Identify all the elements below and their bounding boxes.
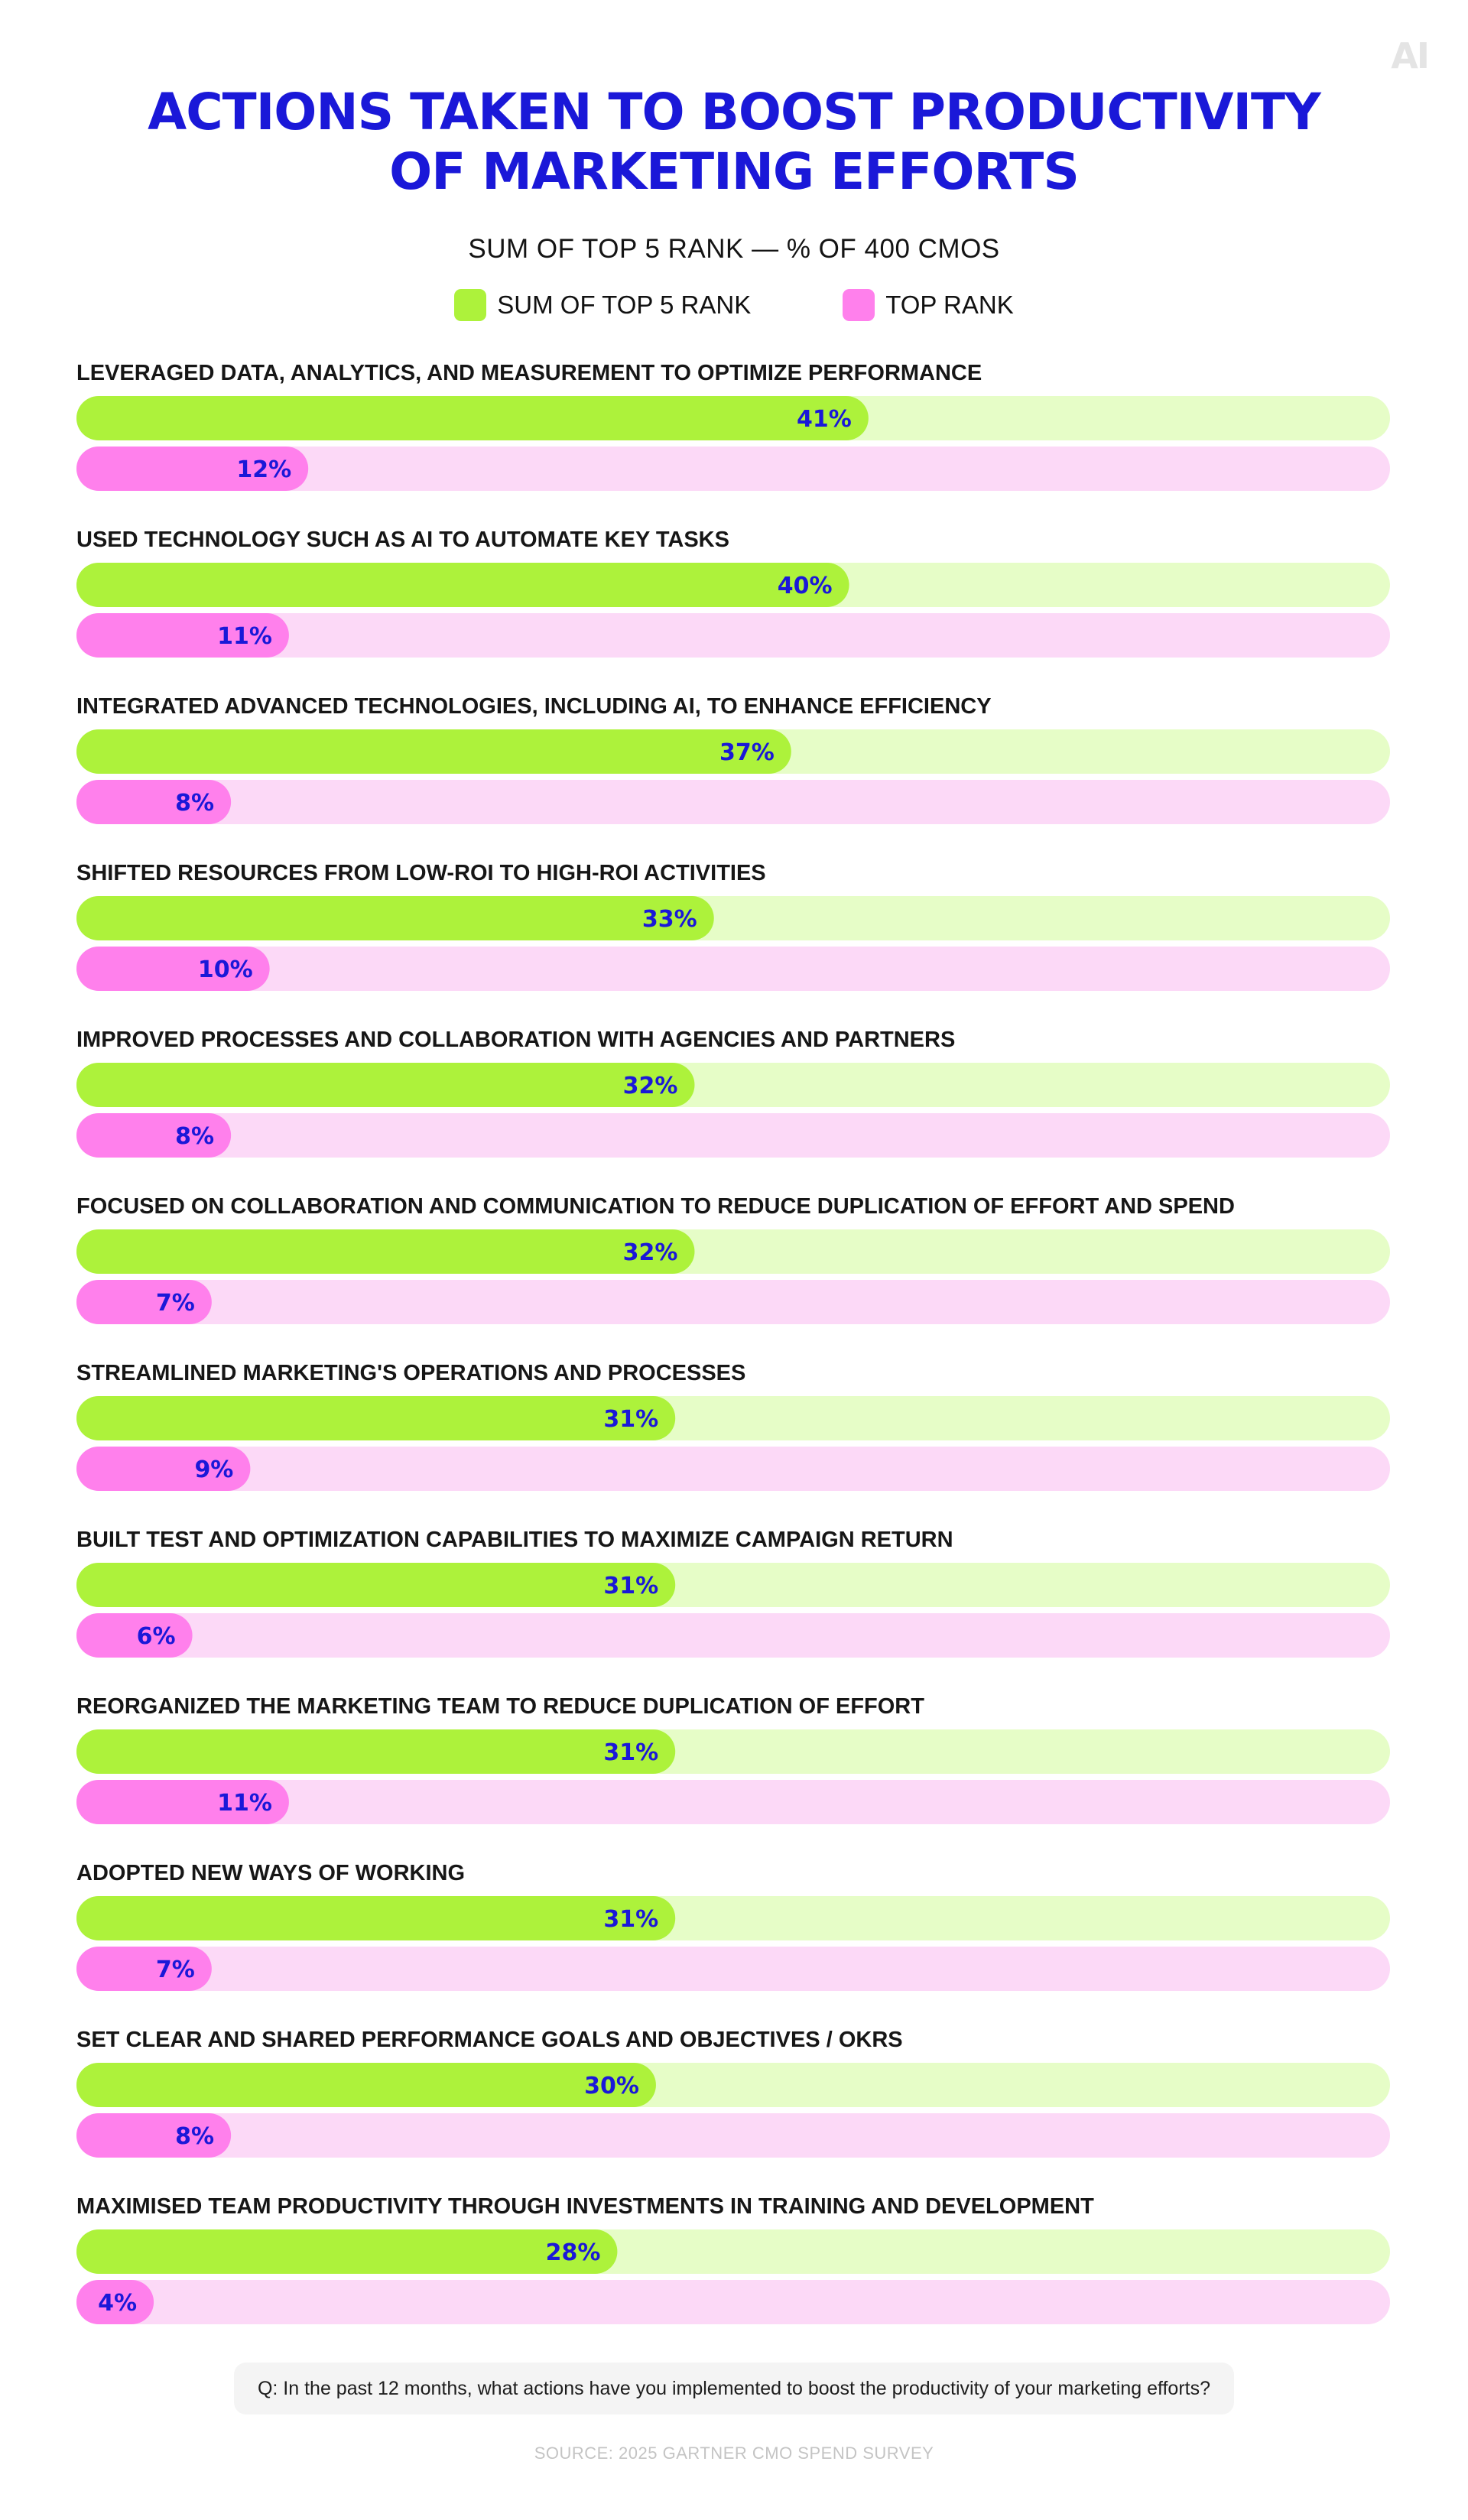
bar-sum-top5 bbox=[76, 1396, 675, 1440]
bar-sum-top5 bbox=[76, 563, 849, 607]
value-label-top-rank: 11% bbox=[217, 1790, 272, 1817]
category-label: ADOPTED NEW WAYS OF WORKING bbox=[76, 1861, 466, 1885]
value-label-sum-top5: 33% bbox=[641, 906, 697, 933]
category-label: FOCUSED ON COLLABORATION AND COMMUNICATION TO REDUCE DUPLICATION OF EFFORT AND SPEND bbox=[76, 1194, 1235, 1219]
bar-track-top-rank bbox=[76, 1280, 1390, 1324]
value-label-sum-top5: 31% bbox=[603, 1573, 659, 1599]
value-label-top-rank: 4% bbox=[98, 2290, 138, 2317]
bar-track-top-rank bbox=[76, 1613, 1390, 1658]
bar-sum-top5 bbox=[76, 1563, 675, 1607]
value-label-sum-top5: 31% bbox=[603, 1739, 659, 1766]
bar-sum-top5 bbox=[76, 1729, 675, 1774]
value-label-top-rank: 8% bbox=[175, 2123, 215, 2150]
category-label: MAXIMISED TEAM PRODUCTIVITY THROUGH INVESTMENTS IN TRAINING AND DEVELOPMENT bbox=[76, 2194, 1094, 2219]
bar-track-top-rank bbox=[76, 1447, 1390, 1491]
bar-track-top-rank bbox=[76, 2113, 1390, 2158]
source-note: SOURCE: 2025 GARTNER CMO SPEND SURVEY bbox=[534, 2444, 934, 2463]
value-label-top-rank: 12% bbox=[236, 456, 292, 483]
category-label: STREAMLINED MARKETING'S OPERATIONS AND PROCESSES bbox=[76, 1361, 746, 1385]
bar-track-top-rank bbox=[76, 1947, 1390, 1991]
bar-track-top-rank bbox=[76, 780, 1390, 824]
bar-sum-top5 bbox=[76, 1896, 675, 1940]
bar-sum-top5 bbox=[76, 729, 791, 774]
category-label: USED TECHNOLOGY SUCH AS AI TO AUTOMATE KEY TASKS bbox=[76, 528, 729, 552]
bar-sum-top5 bbox=[76, 1063, 694, 1107]
value-label-sum-top5: 40% bbox=[777, 573, 833, 599]
bar-sum-top5 bbox=[76, 396, 869, 440]
value-label-top-rank: 7% bbox=[155, 1957, 195, 1983]
bar-track-top-rank bbox=[76, 1113, 1390, 1158]
category-label: BUILT TEST AND OPTIMIZATION CAPABILITIES TO MAXIMIZE CAMPAIGN RETURN bbox=[76, 1528, 953, 1552]
value-label-top-rank: 10% bbox=[197, 956, 253, 983]
value-label-sum-top5: 28% bbox=[545, 2239, 601, 2266]
category-label: LEVERAGED DATA, ANALYTICS, AND MEASUREMENT TO OPTIMIZE PERFORMANCE bbox=[76, 361, 982, 385]
chart-title-line-2: OF MARKETING EFFORTS bbox=[389, 142, 1079, 201]
bar-sum-top5 bbox=[76, 1229, 694, 1274]
value-label-top-rank: 8% bbox=[175, 790, 215, 817]
bar-track-top-rank bbox=[76, 947, 1390, 991]
value-label-top-rank: 7% bbox=[155, 1290, 195, 1317]
value-label-sum-top5: 30% bbox=[584, 2073, 639, 2099]
legend-label-top-rank: TOP RANK bbox=[885, 291, 1014, 319]
category-label: SET CLEAR AND SHARED PERFORMANCE GOALS AND OBJECTIVES / OKRS bbox=[76, 2028, 903, 2052]
category-label: SHIFTED RESOURCES FROM LOW-ROI TO HIGH-ROI ACTIVITIES bbox=[76, 861, 766, 885]
value-label-sum-top5: 41% bbox=[797, 406, 852, 433]
category-label: IMPROVED PROCESSES AND COLLABORATION WITH AGENCIES AND PARTNERS bbox=[76, 1028, 956, 1052]
category-label: INTEGRATED ADVANCED TECHNOLOGIES, INCLUDING AI, TO ENHANCE EFFICIENCY bbox=[76, 694, 992, 719]
bar-sum-top5 bbox=[76, 896, 714, 940]
brand-logo: AI bbox=[1391, 35, 1428, 76]
bar-sum-top5 bbox=[76, 2063, 656, 2107]
legend-label-sum-top5: SUM OF TOP 5 RANK bbox=[497, 291, 752, 319]
category-label: REORGANIZED THE MARKETING TEAM TO REDUCE DUPLICATION OF EFFORT bbox=[76, 1694, 924, 1719]
value-label-sum-top5: 32% bbox=[622, 1239, 678, 1266]
value-label-sum-top5: 37% bbox=[719, 739, 775, 766]
bar-sum-top5 bbox=[76, 2229, 617, 2274]
chart-subtitle: SUM OF TOP 5 RANK — % OF 400 CMOS bbox=[468, 234, 1000, 264]
value-label-sum-top5: 31% bbox=[603, 1906, 659, 1933]
bar-track-top-rank bbox=[76, 2280, 1390, 2324]
value-label-top-rank: 11% bbox=[217, 623, 272, 650]
chart-title-line-1: ACTIONS TAKEN TO BOOST PRODUCTIVITY bbox=[148, 83, 1320, 141]
value-label-top-rank: 6% bbox=[136, 1623, 176, 1650]
survey-question: Q: In the past 12 months, what actions have you implemented to boost the productivity of your marketing efforts? bbox=[234, 2362, 1234, 2414]
value-label-top-rank: 9% bbox=[194, 1456, 234, 1483]
value-label-sum-top5: 32% bbox=[622, 1073, 678, 1099]
value-label-top-rank: 8% bbox=[175, 1123, 215, 1150]
value-label-sum-top5: 31% bbox=[603, 1406, 659, 1433]
